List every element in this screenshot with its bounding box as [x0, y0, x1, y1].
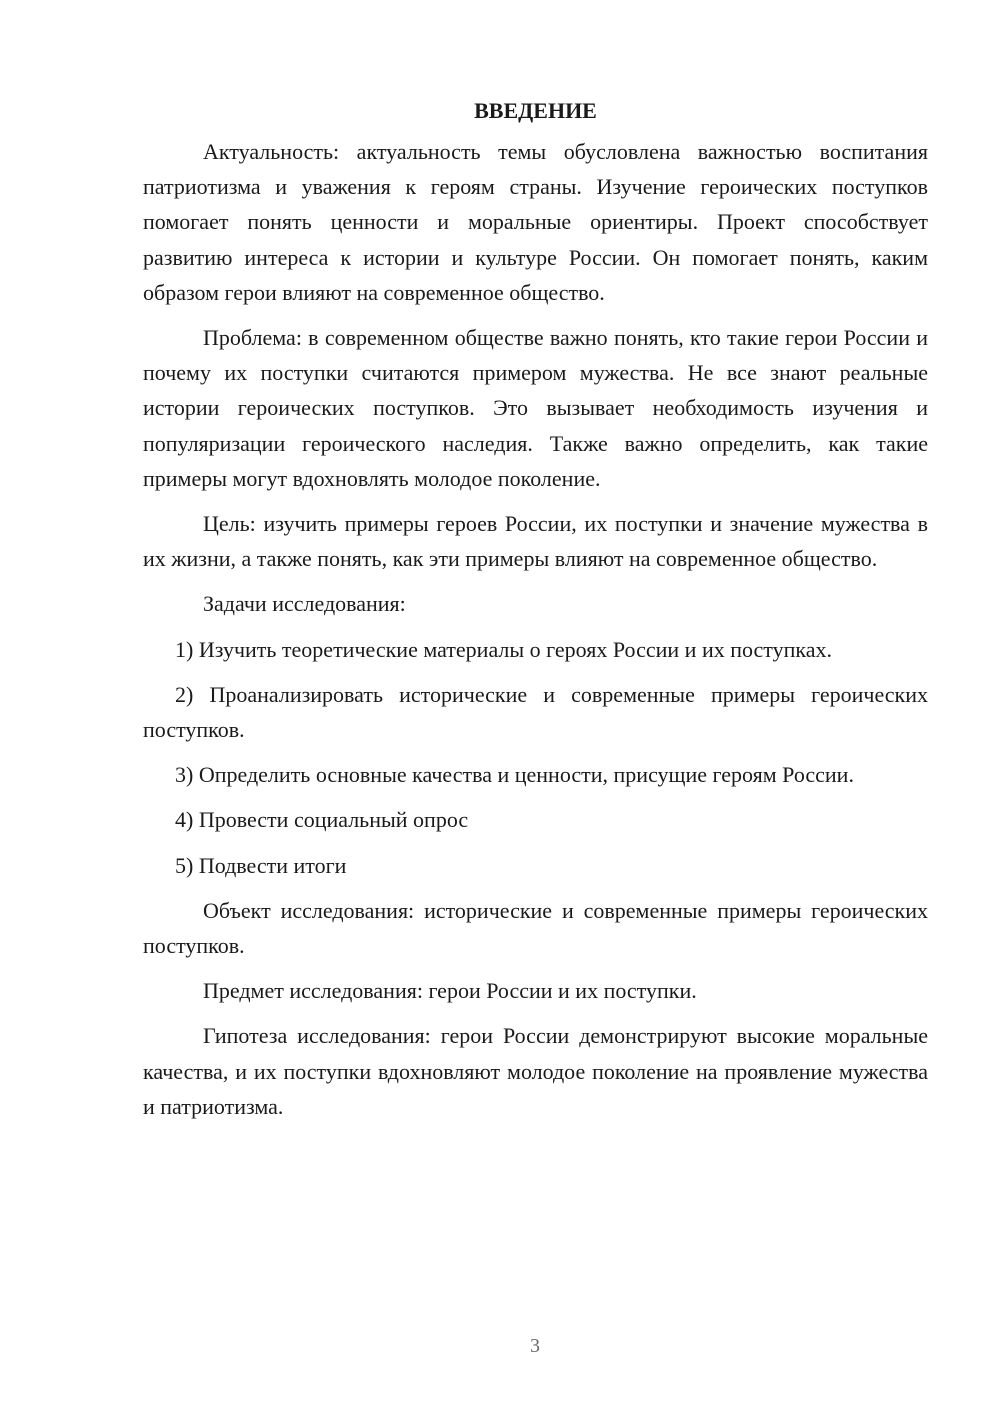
task-item-4: 4) Провести социальный опрос: [175, 807, 469, 833]
page-number: 3: [530, 1335, 540, 1357]
task-item-5: 5) Подвести итоги: [175, 852, 347, 878]
paragraph-goal: Цель: изучить примеры героев России, их поступки и значение мужества в их жизни, а также понять, как эти примеры влияют на современное общество.: [143, 511, 928, 572]
section-heading: ВВЕДЕНИЕ: [474, 98, 597, 123]
task-item-2: 2) Проанализировать исторические и современные примеры героических поступков.: [143, 681, 928, 743]
task-item-3: 3) Определить основные качества и ценности, присущие героям России.: [175, 762, 854, 788]
paragraph-object: Объект исследования: исторические и современные примеры героических поступков.: [143, 897, 928, 959]
paragraph-subject: Предмет исследования: герои России и их поступки.: [203, 978, 697, 1004]
document-page: [143, 93, 928, 1134]
tasks-title: Задачи исследования:: [203, 591, 406, 617]
task-item-1: 1) Изучить теоретические материалы о героях России и их поступках.: [175, 636, 833, 662]
paragraph-relevance: Актуальность: актуальность темы обусловлена важностью воспитания патриотизма и уважения к героям страны. Изучение героических поступков помогает понять ценности и моральные ориентиры. Проект способствует развитию интереса к истории и культуре России. Он помогает понять, каким образом герои влияют на современное общество.: [143, 139, 928, 305]
paragraph-hypothesis: Гипотеза исследования: герои России демонстрируют высокие моральные качества, и их поступки вдохновляют молодое поколение на проявление мужества и патриотизма.: [143, 1023, 928, 1119]
paragraph-problem: Проблема: в современном обществе важно понять, кто такие герои России и почему их поступки считаются примером мужества. Не все знают реальные истории героических поступков. Это вызывает необходимость изучения и популяризации героического наследия. Также важно определить, как такие примеры могут вдохновлять молодое поколение.: [143, 325, 928, 491]
